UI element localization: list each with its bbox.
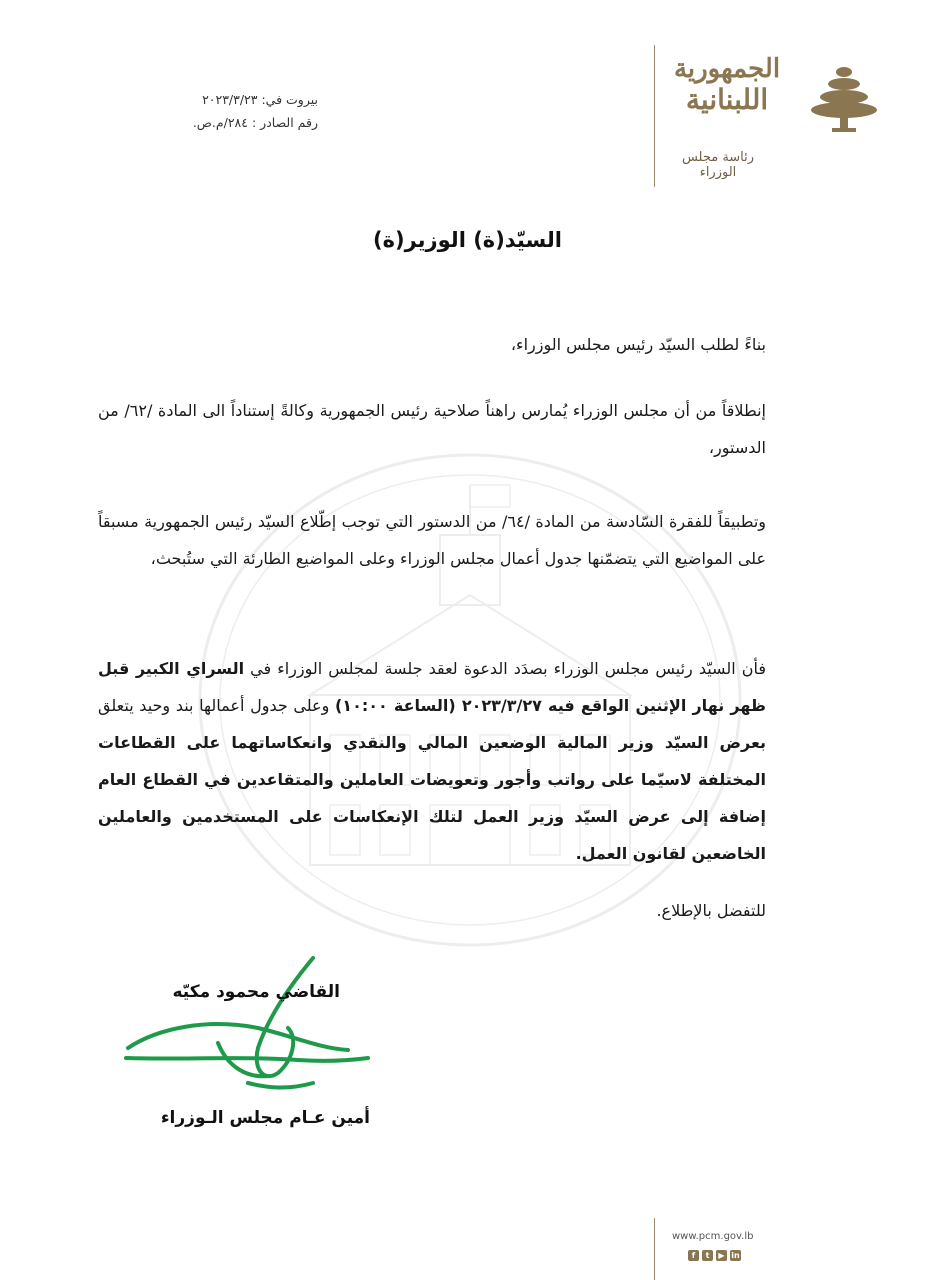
p4-session-details: السراي الكبير قبل ظهر نهار الإثنين الواقع فيه ٢٠٢٣/٣/٢٧ (الساعة ١٠:٠٠) xyxy=(98,659,767,715)
signatory-title: أمين عـام مجلس الـوزراء xyxy=(160,1108,370,1128)
logo-line-2: اللبنانية xyxy=(685,83,769,117)
p4-agenda-intro: وعلى جدول أعمالها بند وحيد يتعلق xyxy=(98,696,335,715)
youtube-icon[interactable]: ▶ xyxy=(716,1250,727,1261)
footer-divider xyxy=(654,1218,655,1280)
paragraph-1: بناءً لطلب السيّد رئيس مجلس الوزراء، xyxy=(510,335,766,354)
handwritten-signature xyxy=(118,948,378,1098)
letter-addressee: السيّد(ة) الوزير(ة) xyxy=(373,228,562,252)
website-link[interactable]: www.pcm.gov.lb xyxy=(672,1231,754,1242)
letter-reference: رقم الصادر : ٢٨٤/م.ص. xyxy=(192,115,318,130)
p4-agenda-item: بعرض السيّد وزير المالية الوضعين المالي والنقدي وانعكاساتهما على القطاعات المختلفة لاسيّما على رواتب وأجور وتعويضات العاملين والمتقاعدين في القطاع العام إضافة إلى عرض السيّد وزير العمل لتلك الإنعكاسات على المستخدمين والعاملين الخاضعين لقانون العمل. xyxy=(98,733,766,863)
cedar-tree-icon xyxy=(808,60,880,134)
logo-line-1: الجمهورية xyxy=(673,54,781,84)
letter-meta xyxy=(118,88,318,134)
paragraph-2: إنطلاقاً من أن مجلس الوزراء يُمارس راهناً صلاحية رئيس الجمهورية وكالةً إستناداً الى المادة /٦٢/ من الدستور، xyxy=(98,401,766,457)
paragraph-closing: للتفضل بالإطلاع. xyxy=(656,901,766,920)
linkedin-icon[interactable]: in xyxy=(731,1251,740,1260)
paragraph-4 xyxy=(98,650,766,872)
signatory-name: القاضي محمود مكيّه xyxy=(172,982,340,1002)
paragraph-3: وتطبيقاً للفقرة السّادسة من المادة /٦٤/ من الدستور التي توجب إطّلاع السيّد رئيس الجمهورية مسبقاً على المواضيع التي يتضمّنها جدول أعمال مجلس الوزراء وعلى المواضيع الطارئة التي ستُبحث، xyxy=(98,512,766,568)
letter-date: بيروت في: ٢٠٢٣/٣/٢٣ xyxy=(202,92,318,107)
republic-logo-text xyxy=(667,56,787,115)
social-icons xyxy=(688,1250,741,1261)
letterhead-divider xyxy=(654,45,655,187)
twitter-icon[interactable]: t xyxy=(702,1250,713,1261)
p4-intro: فأن السيّد رئيس مجلس الوزراء بصدَد الدعوة لعقد جلسة لمجلس الوزراء في xyxy=(244,659,766,678)
pcm-subtitle: رئاسة مجلس الوزراء xyxy=(681,150,755,180)
facebook-icon[interactable]: f xyxy=(688,1250,699,1261)
